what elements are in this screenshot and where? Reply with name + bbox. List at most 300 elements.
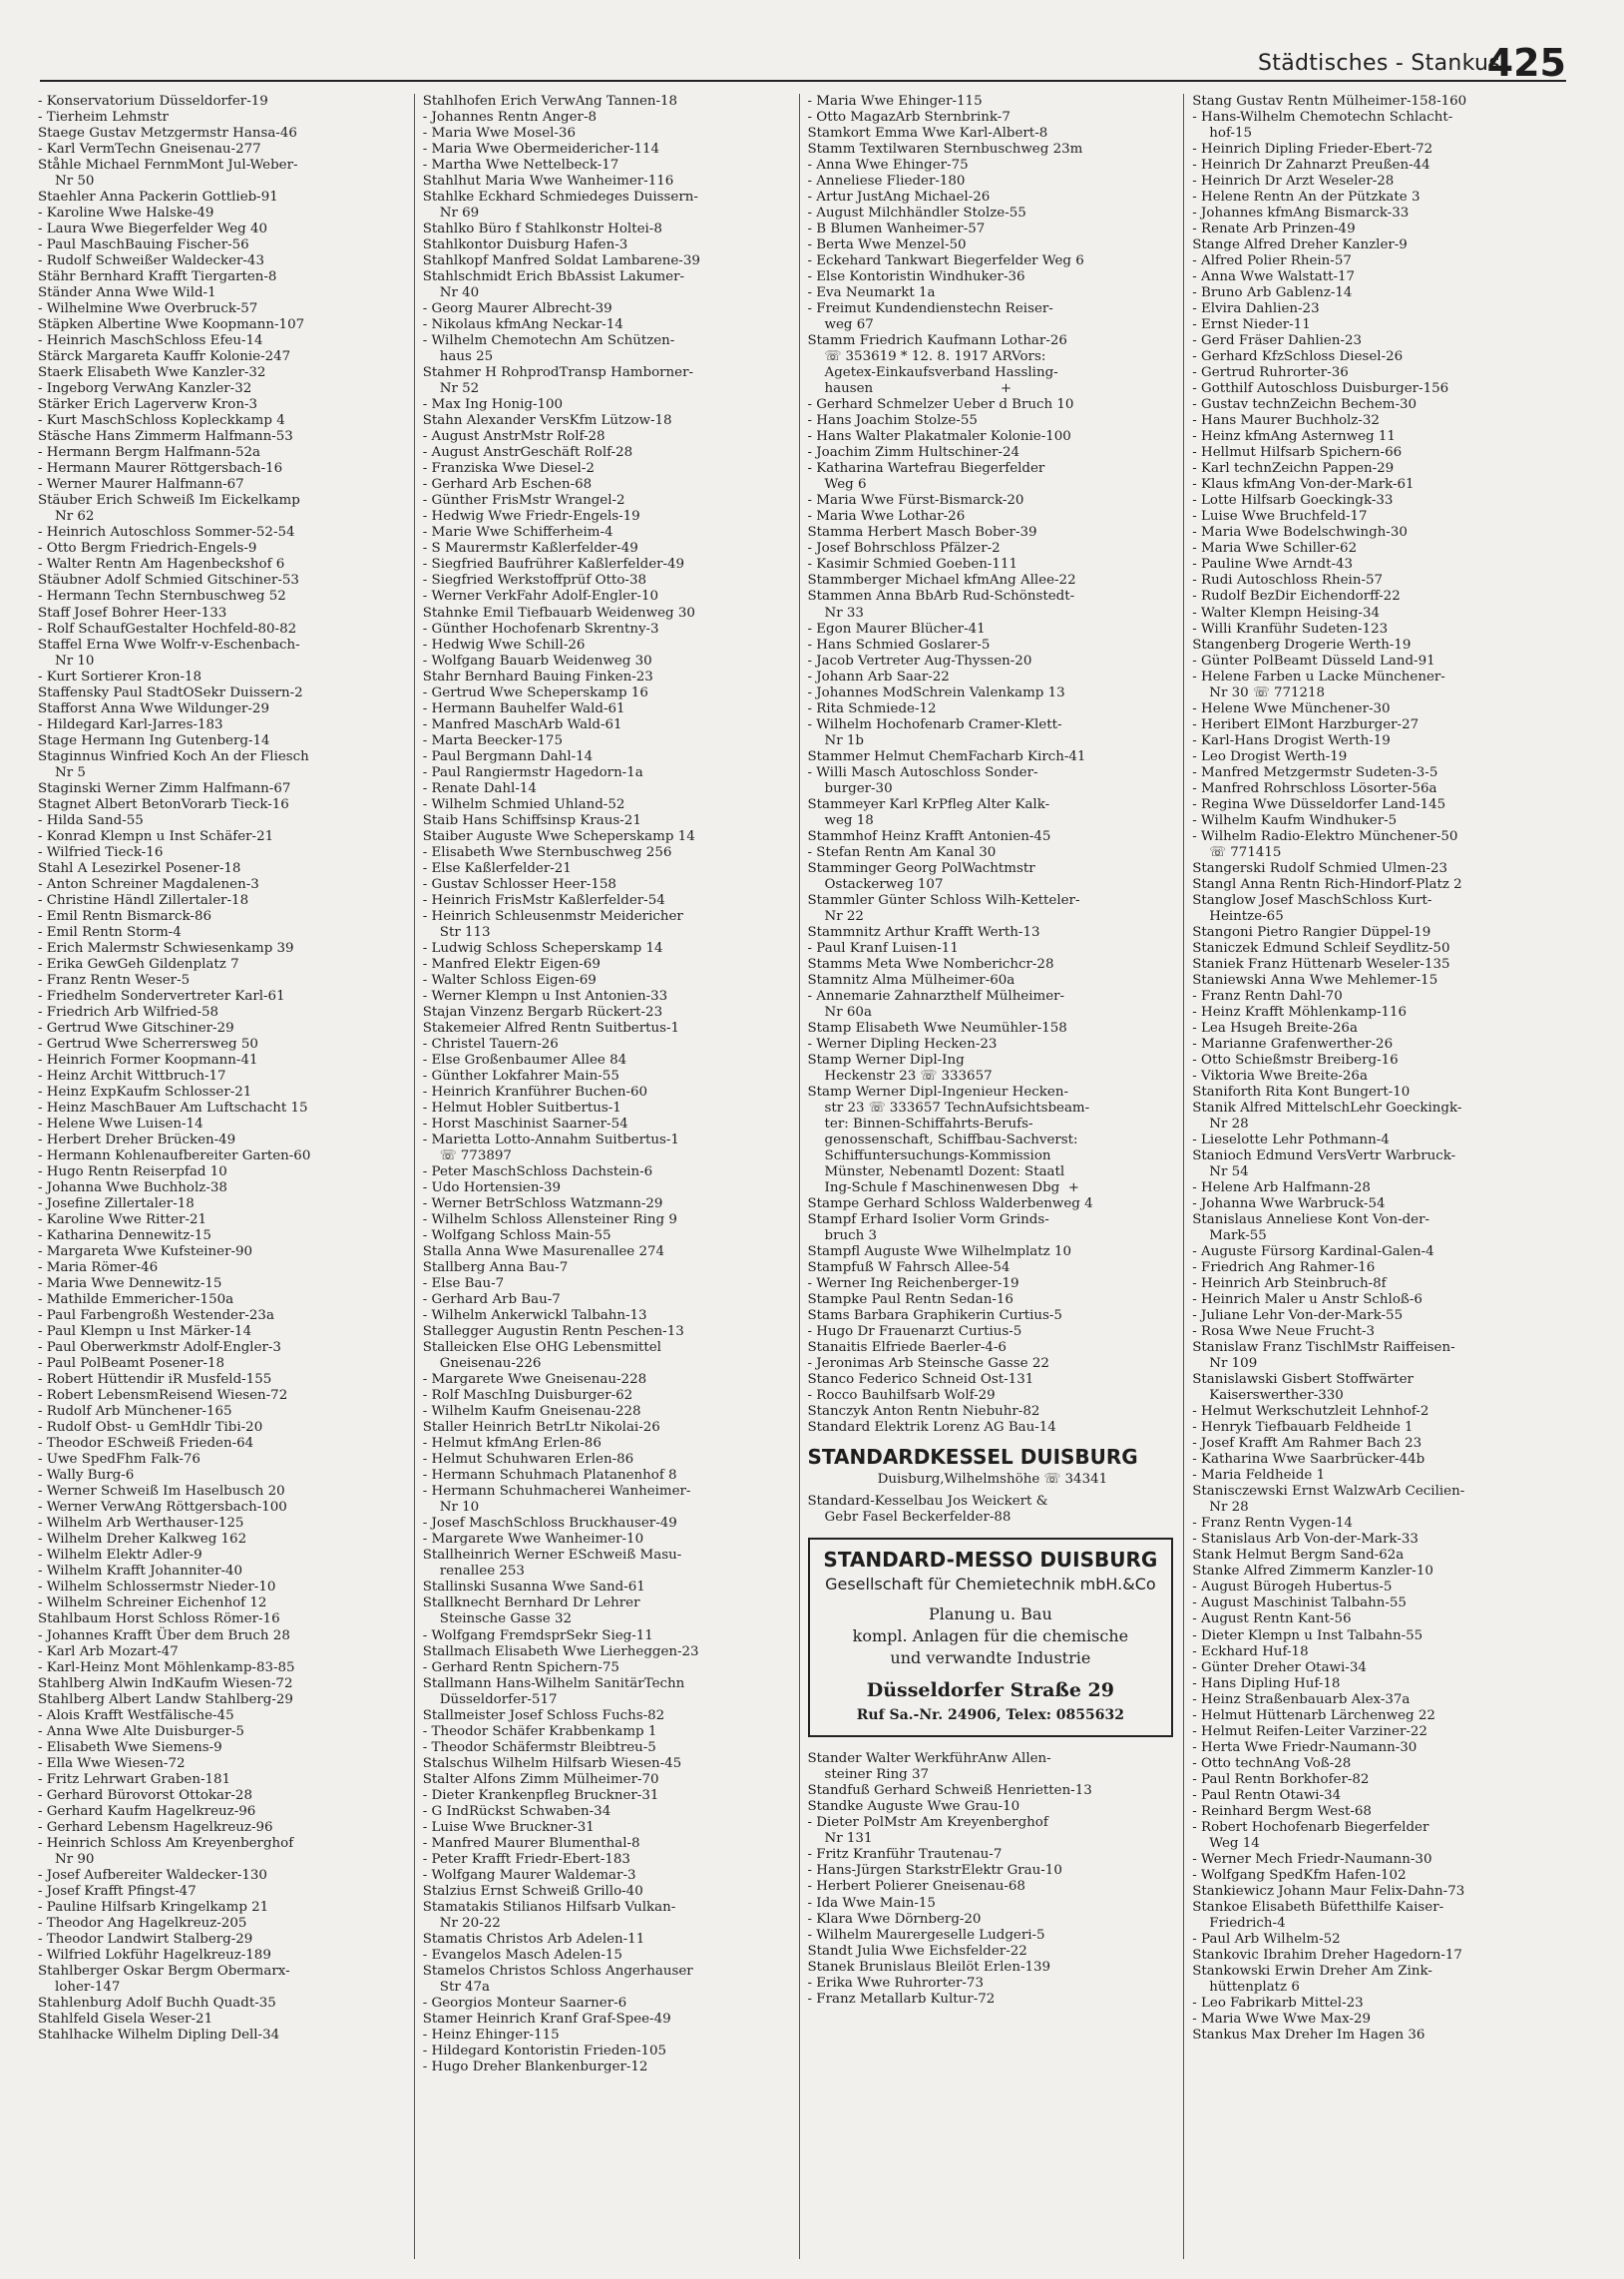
directory-entry: - Gerhard Kaufm Hagelkreuz-96 (38, 1803, 256, 1819)
directory-entry: - Anna Wwe Walstatt-17 (1192, 269, 1356, 285)
directory-entry: Gneisenau-226 (422, 1356, 542, 1372)
directory-entry: Stärker Erich Lagerverw Kron-3 (38, 397, 257, 413)
directory-entry: - Paul Arb Wilhelm-52 (1192, 1931, 1341, 1947)
directory-entry: Stafforst Anna Wwe Wildunger-29 (38, 700, 269, 716)
directory-entry: Stahlbaum Horst Schloss Römer-16 (38, 1611, 280, 1627)
directory-entry: - Lotte Hilfsarb Goeckingk-33 (1192, 493, 1394, 509)
directory-entry: Stahlberg Albert Landw Stahlberg-29 (38, 1691, 293, 1707)
directory-entry: Stangl Anna Rentn Rich-Hindorf-Platz 2 (1192, 876, 1462, 892)
directory-entry: - Franz Rentn Dahl-70 (1192, 988, 1343, 1004)
directory-entry: - Helene Farben u Lacke Münchener- (1192, 669, 1445, 684)
directory-entry: - Else Bau-7 (422, 1276, 505, 1292)
directory-entry: - Wilhelm Schmied Uhland-52 (422, 796, 625, 812)
directory-entry: Stamp Elisabeth Wwe Neumühler-158 (807, 1020, 1067, 1036)
directory-entry: genossenschaft, Schiffbau-Sachverst: (807, 1133, 1078, 1148)
directory-entry: - Hugo Rentn Reiserpfad 10 (38, 1164, 227, 1180)
directory-entry: Stankiewicz Johann Maur Felix-Dahn-73 (1192, 1883, 1465, 1899)
directory-entry: - Hans Dipling Huf-18 (1192, 1675, 1341, 1691)
directory-entry: - Hermann Bergm Halfmann-52a (38, 445, 261, 461)
directory-entry: - Günther Hochofenarb Skrentny-3 (422, 621, 659, 637)
directory-entry: - Walter Schloss Eigen-69 (422, 972, 597, 988)
directory-entry: - Helmut Hobler Suitbertus-1 (422, 1100, 621, 1116)
directory-entry: - Wolfgang Maurer Waldemar-3 (422, 1867, 636, 1883)
directory-entry: - Eckehard Tankwart Biegerfelder Weg 6 (807, 253, 1084, 269)
directory-entry: Stampfuß W Fahrsch Allee-54 (807, 1260, 1011, 1276)
directory-entry: - Nikolaus kfmAng Neckar-14 (422, 317, 623, 333)
directory-entry: - Wilhelm Maurergeselle Ludgeri-5 (807, 1927, 1045, 1943)
directory-entry: Nr 50 (38, 174, 95, 190)
directory-entry: - Renate Dahl-14 (422, 780, 537, 796)
directory-entry: - Heribert ElMont Harzburger-27 (1192, 716, 1420, 732)
directory-entry: Nr 10 (38, 653, 95, 669)
directory-entry: Stalschus Wilhelm Hilfsarb Wiesen-45 (422, 1755, 682, 1771)
directory-entry: - Gustav Schlosser Heer-158 (422, 876, 616, 892)
directory-entry: - Helmut Reifen-Leiter Varziner-22 (1192, 1723, 1427, 1739)
directory-entry: - Maria Wwe Wwe Max-29 (1192, 2011, 1372, 2027)
directory-entry: Mark-55 (1192, 1228, 1267, 1244)
directory-entry: Ståhle Michael FernmMont Jul-Weber- (38, 158, 298, 174)
directory-entry: Schiffuntersuchungs-Kommission (807, 1148, 1051, 1164)
directory-entry: - Hans Walter Plakatmaler Kolonie-100 (807, 429, 1071, 445)
directory-entry: Nr 40 (422, 285, 480, 301)
directory-entry: Stamp Werner Dipl-Ingenieur Hecken- (807, 1084, 1068, 1100)
directory-entry: Nr 28 (1192, 1500, 1249, 1516)
directory-entry: - Artur JustAng Michael-26 (807, 190, 991, 206)
directory-entry: - Hermann Maurer Röttgersbach-16 (38, 461, 283, 477)
directory-entry: - Friedhelm Sondervertreter Karl-61 (38, 988, 285, 1004)
directory-entry: Stage Hermann Ing Gutenberg-14 (38, 732, 270, 748)
directory-entry: - Helmut Werkschutzleit Lehnhof-2 (1192, 1404, 1429, 1420)
directory-entry: - Helene Arb Halfmann-28 (1192, 1180, 1371, 1196)
directory-entry: - Johannes Krafft Über dem Bruch 28 (38, 1627, 290, 1643)
directory-entry: Ständer Anna Wwe Wild-1 (38, 285, 216, 301)
directory-entry: Heintze-65 (1192, 908, 1284, 924)
directory-entry: - Walter Klempn Heising-34 (1192, 605, 1381, 621)
directory-entry: - Friedrich Ang Rahmer-16 (1192, 1260, 1376, 1276)
directory-entry: - Stanislaus Arb Von-der-Mark-33 (1192, 1532, 1419, 1548)
directory-entry: - Gerhard Schmelzer Ueber d Bruch 10 (807, 397, 1074, 413)
directory-entry: - Karl VermTechn Gneisenau-277 (38, 142, 261, 158)
directory-entry: - Heinrich FrisMstr Kaßlerfelder-54 (422, 892, 665, 908)
directory-entry: - Otto technAng Voß-28 (1192, 1755, 1352, 1771)
directory-entry: Nr 10 (422, 1500, 480, 1516)
directory-entry: Staniczek Edmund Schleif Seydlitz-50 (1192, 940, 1450, 956)
directory-entry: - Maria Wwe Obermeidericher-114 (422, 142, 660, 158)
directory-entry: - Werner Ing Reichenberger-19 (807, 1276, 1019, 1292)
directory-entry: Nr 28 (1192, 1117, 1249, 1132)
header-title: Städtisches - Stankus (1258, 51, 1500, 76)
directory-entry: Nr 60a (807, 1004, 872, 1020)
kessel-ad-line: Gebr Fasel Beckerfelder-88 (807, 1510, 1012, 1526)
directory-entry: Stankowski Erwin Dreher Am Zink- (1192, 1963, 1432, 1979)
directory-entry: - Elvira Dahlien-23 (1192, 301, 1320, 317)
directory-entry: - Heinz Straßenbauarb Alex-37a (1192, 1691, 1411, 1707)
directory-entry: - Else Kaßlerfelder-21 (422, 860, 572, 876)
directory-entry: - Rolf MaschIng Duisburger-62 (422, 1388, 633, 1404)
directory-entry: - Heinrich MaschSchloss Efeu-14 (38, 333, 263, 349)
directory-entry: - Dieter PolMstr Am Kreyenberghof (807, 1815, 1048, 1831)
directory-entry: - Wilhelm Kaufm Gneisenau-228 (422, 1404, 641, 1420)
directory-entry: - Paul PolBeamt Posener-18 (38, 1356, 225, 1372)
directory-entry: - Hedwig Wwe Schill-26 (422, 637, 586, 653)
directory-entry: burger-30 (807, 780, 893, 796)
directory-entry: - Siegfried Werkstoffprüf Otto-38 (422, 573, 646, 589)
directory-entry: - Tierheim Lehmstr (38, 110, 169, 126)
directory-entry: - Wilhelm Arb Werthauser-125 (38, 1516, 244, 1532)
directory-entry: - Mathilde Emmericher-150a (38, 1292, 234, 1308)
directory-entry: - Wolfgang FremdsprSekr Sieg-11 (422, 1627, 653, 1643)
directory-entry: Stammen Anna BbArb Rud-Schönstedt- (807, 589, 1075, 605)
directory-entry: - Joachim Zimm Hultschiner-24 (807, 445, 1020, 461)
directory-entry: - Josef Krafft Am Rahmer Bach 23 (1192, 1436, 1422, 1452)
directory-entry: - Robert Hüttendir iR Musfeld-155 (38, 1372, 272, 1388)
directory-entry: Stampfl Auguste Wwe Wilhelmplatz 10 (807, 1244, 1072, 1260)
directory-entry: - Helmut Hüttenarb Lärchenweg 22 (1192, 1707, 1435, 1723)
directory-entry: - Helmut Schuhwaren Erlen-86 (422, 1452, 634, 1468)
directory-entry: - Karoline Wwe Ritter-21 (38, 1212, 207, 1228)
directory-entry: - Otto MagazArb Sternbrink-7 (807, 110, 1011, 126)
directory-entry: Stahnke Emil Tiefbauarb Weidenweg 30 (422, 605, 695, 621)
directory-entry: - Josef Bohrschloss Pfälzer-2 (807, 541, 1001, 557)
directory-entry: - Wolfgang Bauarb Weidenweg 30 (422, 653, 652, 669)
directory-entry: Stamms Meta Wwe Nomberichcr-28 (807, 956, 1054, 972)
directory-entry: Stanke Alfred Zimmerm Kanzler-10 (1192, 1564, 1433, 1580)
directory-entry: Staginnus Winfried Koch An der Fliesch (38, 748, 309, 764)
directory-entry: - Heinrich Dipling Frieder-Ebert-72 (1192, 142, 1433, 158)
directory-entry: - Werner Mech Friedr-Naumann-30 (1192, 1851, 1432, 1867)
directory-entry: - Helene Rentn An der Pützkate 3 (1192, 190, 1421, 206)
directory-entry: loher-147 (38, 1979, 121, 1995)
directory-entry: - Peter Krafft Friedr-Ebert-183 (422, 1851, 630, 1867)
directory-entry: Stahlberg Alwin IndKaufm Wiesen-72 (38, 1675, 293, 1691)
directory-entry: - Hans Schmied Goslarer-5 (807, 637, 991, 653)
directory-entry: - Johannes ModSchrein Valenkamp 13 (807, 684, 1065, 700)
directory-entry: - Johannes kfmAng Bismarck-33 (1192, 206, 1410, 222)
directory-entry: - Horst Maschinist Saarner-54 (422, 1117, 628, 1132)
directory-entry: - B Blumen Wanheimer-57 (807, 222, 986, 237)
directory-entry: - Hermann Schuhmach Platanenhof 8 (422, 1468, 677, 1484)
directory-entry: - Gotthilf Autoschloss Duisburger-156 (1192, 381, 1449, 397)
directory-entry: - Wilhelmine Wwe Overbruck-57 (38, 301, 258, 317)
directory-entry: hausen + (807, 381, 1013, 397)
directory-entry: - Ernst Nieder-11 (1192, 317, 1311, 333)
directory-entry: steiner Ring 37 (807, 1767, 930, 1783)
directory-entry: - Hellmut Hilfsarb Spichern-66 (1192, 445, 1403, 461)
directory-entry: Stanglow Josef MaschSchloss Kurt- (1192, 892, 1432, 908)
directory-entry: Stäubner Adolf Schmied Gitschiner-53 (38, 573, 299, 589)
directory-entry: Stamnitz Alma Mülheimer-60a (807, 972, 1015, 988)
directory-entry: Stalter Alfons Zimm Mülheimer-70 (422, 1771, 659, 1787)
directory-entry: - Hermann Bauhelfer Wald-61 (422, 700, 625, 716)
directory-entry: - Robert LebensmReisend Wiesen-72 (38, 1388, 288, 1404)
directory-entry: Stahl A Lesezirkel Posener-18 (38, 860, 241, 876)
directory-entry: - Ludwig Schloss Scheperskamp 14 (422, 940, 663, 956)
column-3 (799, 94, 1184, 2259)
column-3-entries-bottom (808, 1751, 1178, 2007)
directory-entry: Kaiserswerther-330 (1192, 1388, 1344, 1404)
directory-entry: Friedrich-4 (1192, 1915, 1286, 1931)
directory-entry: Stahn Alexander VersKfm Lützow-18 (422, 413, 672, 429)
directory-entry: Staiber Auguste Wwe Scheperskamp 14 (422, 828, 695, 844)
directory-entry: - Gerhard Lebensm Hagelkreuz-96 (38, 1819, 273, 1835)
directory-entry: - Gertrud Wwe Scheperskamp 16 (422, 684, 648, 700)
directory-entry: Stanislaw Franz TischlMstr Raiffeisen- (1192, 1340, 1455, 1356)
directory-entry: Stärck Margareta Kauffr Kolonie-247 (38, 349, 291, 365)
directory-entry: - Willi Masch Autoschloss Sonder- (807, 764, 1038, 780)
directory-entry: - Elisabeth Wwe Sternbuschweg 256 (422, 844, 672, 860)
directory-entry: - Friedrich Arb Wilfried-58 (38, 1004, 219, 1020)
directory-entry: - Wilfried Tieck-16 (38, 844, 164, 860)
directory-entry: Stanioch Edmund VersVertr Warbruck- (1192, 1148, 1456, 1164)
directory-entry: - Hugo Dreher Blankenburger-12 (422, 2058, 648, 2074)
directory-entry: - Anneliese Flieder-180 (807, 174, 966, 190)
directory-entry: - Dieter Klempn u Inst Talbahn-55 (1192, 1627, 1423, 1643)
directory-entry: Staniewski Anna Wwe Mehlemer-15 (1192, 972, 1438, 988)
directory-entry: Stanczyk Anton Rentn Niebuhr-82 (807, 1404, 1040, 1420)
directory-entry: Stahlschmidt Erich BbAssist Lakumer- (422, 269, 684, 285)
directory-entry: Stander Walter WerkführAnw Allen- (807, 1751, 1051, 1767)
directory-entry: Stallmann Hans-Wilhelm SanitärTechn (422, 1675, 685, 1691)
directory-entry: - Karl-Heinz Mont Möhlenkamp-83-85 (38, 1659, 295, 1675)
directory-entry: Stakemeier Alfred Rentn Suitbertus-1 (422, 1020, 680, 1036)
column-3-entries-top (808, 94, 1178, 1436)
directory-entry: - Gertrud Wwe Scherrersweg 50 (38, 1036, 258, 1052)
directory-entry: - Paul MaschBauing Fischer-56 (38, 237, 249, 253)
directory-entry: renallee 253 (422, 1564, 525, 1580)
directory-entry: - Werner Klempn u Inst Antonien-33 (422, 988, 668, 1004)
directory-entry: - Hans-Jürgen StarkstrElektr Grau-10 (807, 1863, 1062, 1879)
directory-entry: Stanik Alfred MittelschLehr Goeckingk- (1192, 1100, 1462, 1116)
directory-entry: Stamatakis Stilianos Hilfsarb Vulkan- (422, 1899, 676, 1915)
directory-entry: - Maria Wwe Lothar-26 (807, 509, 966, 525)
directory-entry: - Hermann Techn Sternbuschweg 52 (38, 589, 286, 605)
directory-entry: - Heinz Ehinger-115 (422, 2027, 560, 2043)
directory-entry: - S Maurermstr Kaßlerfelder-49 (422, 541, 638, 557)
directory-entry: Nr 109 (1192, 1356, 1258, 1372)
directory-entry: Nr 20-22 (422, 1915, 501, 1931)
directory-entry: - Manfred Metzgermstr Sudeten-3-5 (1192, 764, 1438, 780)
directory-entry: Stallheinrich Werner ESchweiß Masu- (422, 1548, 682, 1564)
directory-entry: - Karl Arb Mozart-47 (38, 1643, 179, 1659)
directory-entry: - Henryk Tiefbauarb Feldheide 1 (1192, 1420, 1414, 1436)
directory-entry: - August Bürogeh Hubertus-5 (1192, 1580, 1393, 1595)
directory-entry: - Johannes Rentn Anger-8 (422, 110, 597, 126)
directory-entry: Steinsche Gasse 32 (422, 1611, 572, 1627)
directory-entry: - Egon Maurer Blücher-41 (807, 621, 986, 637)
directory-entry: - Wilhelm Schloss Allensteiner Ring 9 (422, 1212, 677, 1228)
directory-entry: Stanislaus Anneliese Kont Von-der- (1192, 1212, 1430, 1228)
directory-entry: Stähr Bernhard Krafft Tiergarten-8 (38, 269, 277, 285)
directory-entry: Staniek Franz Hüttenarb Weseler-135 (1192, 956, 1450, 972)
directory-entry: Stangerski Rudolf Schmied Ulmen-23 (1192, 860, 1448, 876)
directory-entry: - Wilhelm Krafft Johanniter-40 (38, 1564, 243, 1580)
directory-entry: Stamp Werner Dipl-Ing (807, 1052, 965, 1068)
messo-ad-street: Düsseldorfer Straße 29 (866, 1679, 1114, 1702)
directory-entry: Stalla Anna Wwe Masurenallee 274 (422, 1244, 665, 1260)
directory-entry: - Paul Rentn Otawi-34 (1192, 1787, 1342, 1803)
directory-entry: Stajan Vinzenz Bergarb Rückert-23 (422, 1004, 663, 1020)
directory-entry: Stamminger Georg PolWachtmstr (807, 860, 1035, 876)
directory-entry: - Heinrich Schleusenmstr Meidericher (422, 908, 683, 924)
directory-entry: - Reinhard Bergm West-68 (1192, 1803, 1372, 1819)
directory-entry: - Otto Schießmstr Breiberg-16 (1192, 1052, 1399, 1068)
directory-entry: Stahlenburg Adolf Buchh Quadt-35 (38, 1995, 276, 2011)
directory-entry: Nr 30 ☏ 771218 (1192, 684, 1326, 700)
directory-entry: Nr 90 (38, 1851, 95, 1867)
directory-entry: - Leo Drogist Werth-19 (1192, 748, 1348, 764)
directory-entry: - Fritz Kranführ Trautenau-7 (807, 1847, 1003, 1863)
directory-entry: Stalleicken Else OHG Lebensmittel (422, 1340, 661, 1356)
directory-entry: - Heinz MaschBauer Am Luftschacht 15 (38, 1100, 308, 1116)
directory-entry: - Anton Schreiner Magdalenen-3 (38, 876, 259, 892)
directory-entry: hüttenplatz 6 (1192, 1979, 1300, 1995)
directory-entry: - Heinrich Arb Steinbruch-8f (1192, 1276, 1387, 1292)
directory-entry: - Annemarie Zahnarzthelf Mülheimer- (807, 988, 1065, 1004)
directory-entry: - Klaus kfmAng Von-der-Mark-61 (1192, 477, 1415, 493)
directory-entry: - Max Ing Honig-100 (422, 397, 564, 413)
directory-entry: Stamkort Emma Wwe Karl-Albert-8 (807, 126, 1048, 142)
directory-entry: - Josef MaschSchloss Bruckhauser-49 (422, 1516, 677, 1532)
directory-entry: Stank Helmut Bergm Sand-62a (1192, 1548, 1405, 1564)
directory-entry: str 23 ☏ 333657 TechnAufsichtsbeam- (807, 1100, 1090, 1116)
directory-entry: - Manfred Maurer Blumenthal-8 (422, 1835, 640, 1851)
directory-entry: - Berta Wwe Menzel-50 (807, 237, 967, 253)
directory-entry: - Wilhelm Elektr Adler-9 (38, 1548, 203, 1564)
directory-entry: - Alois Krafft Westfälische-45 (38, 1707, 234, 1723)
kessel-ad-title: STANDARDKESSEL DUISBURG (807, 1445, 1138, 1470)
directory-entry: - Georg Maurer Albrecht-39 (422, 301, 612, 317)
directory-entry: Stagnet Albert BetonVorarb Tieck-16 (38, 796, 289, 812)
directory-entry: - August Rentn Kant-56 (1192, 1611, 1352, 1627)
directory-entry: - Wilhelm Ankerwickl Talbahn-13 (422, 1308, 647, 1324)
directory-entry: - Hildegard Karl-Jarres-183 (38, 716, 223, 732)
directory-entry: Stallegger Augustin Rentn Peschen-13 (422, 1324, 684, 1340)
directory-entry: - Marta Beecker-175 (422, 732, 563, 748)
messo-ad-contact: Ruf Sa.-Nr. 24906, Telex: 0855632 (856, 1707, 1124, 1724)
directory-entry: Nr 54 (1192, 1164, 1249, 1180)
directory-entry: - Gertrud Ruhrorter-36 (1192, 365, 1349, 381)
directory-entry: - Franz Metallarb Kultur-72 (807, 1991, 996, 2007)
directory-entry: - Manfred Elektr Eigen-69 (422, 956, 601, 972)
directory-entry: - Karl technZeichn Pappen-29 (1192, 461, 1395, 477)
directory-entry: Stanaitis Elfriede Baerler-4-6 (807, 1340, 1007, 1356)
directory-entry: - Gerd Fräser Dahlien-23 (1192, 333, 1363, 349)
directory-entry: - Paul Kranf Luisen-11 (807, 940, 959, 956)
directory-entry: - Rudolf Obst- u GemHdlr Tibi-20 (38, 1420, 263, 1436)
directory-entry: - Hermann Schuhmacherei Wanheimer- (422, 1484, 691, 1500)
directory-entry: Stäpken Albertine Wwe Koopmann-107 (38, 317, 305, 333)
directory-entry: - Viktoria Wwe Breite-26a (1192, 1068, 1368, 1084)
directory-entry: - Margarete Wwe Wanheimer-10 (422, 1532, 644, 1548)
directory-entry: Stammnitz Arthur Krafft Werth-13 (807, 924, 1040, 940)
directory-entry: - Hans-Wilhelm Chemotechn Schlacht- (1192, 110, 1453, 126)
directory-entry: - Heinrich Schloss Am Kreyenberghof (38, 1835, 294, 1851)
directory-entry: - Helene Wwe Münchener-30 (1192, 700, 1391, 716)
directory-entry: - Walter Rentn Am Hagenbeckshof 6 (38, 557, 285, 573)
directory-entry: Staginski Werner Zimm Halfmann-67 (38, 780, 291, 796)
page-number: 425 (1486, 41, 1566, 85)
directory-entry: - Emil Rentn Storm-4 (38, 924, 182, 940)
directory-entry: - Wilhelm Chemotechn Am Schützen- (422, 333, 675, 349)
directory-entry: - Manfred Rohrschloss Lösorter-56a (1192, 780, 1437, 796)
directory-entry: - Ida Wwe Main-15 (807, 1895, 936, 1911)
directory-entry: - Maria Wwe Bodelschwingh-30 (1192, 525, 1408, 541)
directory-columns (38, 94, 1568, 2259)
directory-entry: Stammer Helmut ChemFacharb Kirch-41 (807, 748, 1086, 764)
directory-entry: Stampf Erhard Isolier Vorm Grinds- (807, 1212, 1049, 1228)
directory-entry: - Werner VerwAng Röttgersbach-100 (38, 1500, 287, 1516)
standardkessel-ad (808, 1442, 1178, 1526)
directory-entry: Nr 22 (807, 908, 864, 924)
directory-entry: - Paul Bergmann Dahl-14 (422, 748, 594, 764)
directory-entry: Stamm Textilwaren Sternbuschweg 23m (807, 142, 1083, 158)
directory-entry: - Alfred Polier Rhein-57 (1192, 253, 1352, 269)
directory-entry: - Johanna Wwe Buchholz-38 (38, 1180, 227, 1196)
directory-entry: Münster, Nebenamtl Dozent: Staatl (807, 1164, 1065, 1180)
directory-entry: - Klara Wwe Dörnberg-20 (807, 1911, 982, 1927)
directory-entry: Ing-Schule f Maschinenwesen Dbg + (807, 1180, 1079, 1196)
directory-entry: - Hermann Kohlenaufbereiter Garten-60 (38, 1148, 311, 1164)
directory-entry: weg 67 (807, 317, 874, 333)
directory-entry: Heckenstr 23 ☏ 333657 (807, 1068, 993, 1084)
directory-entry: - Werner VerkFahr Adolf-Engler-10 (422, 589, 658, 605)
directory-entry: - Wilhelm Radio-Elektro Münchener-50 (1192, 828, 1458, 844)
directory-entry: Düsseldorfer-517 (422, 1691, 558, 1707)
directory-entry: Standt Julia Wwe Eichsfelder-22 (807, 1943, 1027, 1959)
directory-entry: - Johann Arb Saar-22 (807, 669, 950, 684)
directory-entry: - Maria Wwe Ehinger-115 (807, 94, 983, 109)
directory-entry: - Regina Wwe Düsseldorfer Land-145 (1192, 796, 1446, 812)
directory-entry: - Pauline Wwe Arndt-43 (1192, 557, 1354, 573)
directory-entry: - Konservatorium Düsseldorfer-19 (38, 94, 268, 109)
directory-entry: Stanislawski Gisbert Stoffwärter (1192, 1372, 1414, 1388)
directory-entry: Stahr Bernhard Bauing Finken-23 (422, 669, 653, 684)
directory-entry: - Maria Wwe Schiller-62 (1192, 541, 1358, 557)
messo-ad-subtitle: Gesellschaft für Chemietechnik mbH.&Co (825, 1575, 1156, 1595)
directory-entry: - Herbert Polierer Gneisenau-68 (807, 1879, 1025, 1895)
directory-entry: - Gerhard Arb Bau-7 (422, 1292, 561, 1308)
directory-entry: - Werner Schweiß Im Haselbusch 20 (38, 1484, 285, 1500)
directory-entry: - Siegfried Baufrührer Kaßlerfelder-49 (422, 557, 685, 573)
directory-entry: Stamelos Christos Schloss Angerhauser (422, 1963, 693, 1979)
directory-entry: - Stefan Rentn Am Kanal 30 (807, 844, 997, 860)
directory-entry: - Helmut kfmAng Erlen-86 (422, 1436, 602, 1452)
directory-entry: - Peter MaschSchloss Dachstein-6 (422, 1164, 653, 1180)
directory-entry: - Karl-Hans Drogist Werth-19 (1192, 732, 1391, 748)
directory-entry: Str 47a (422, 1979, 491, 1995)
directory-entry: - Erich Malermstr Schwiesenkamp 39 (38, 940, 294, 956)
directory-entry: - Günter Dreher Otawi-34 (1192, 1659, 1367, 1675)
directory-entry: - Rudolf Arb Münchener-165 (38, 1404, 232, 1420)
directory-entry: - Leo Fabrikarb Mittel-23 (1192, 1995, 1364, 2011)
directory-entry: Stampke Paul Rentn Sedan-16 (807, 1292, 1014, 1308)
directory-entry: - Gerhard Rentn Spichern-75 (422, 1659, 619, 1675)
directory-entry: - Heinz ExpKaufm Schlosser-21 (38, 1084, 252, 1100)
directory-entry: - Hilda Sand-55 (38, 812, 144, 828)
directory-entry: Staib Hans Schiffsinsp Kraus-21 (422, 812, 641, 828)
directory-entry: - Katharina Wwe Saarbrücker-44b (1192, 1452, 1425, 1468)
directory-entry: - August Maschinist Talbahn-55 (1192, 1595, 1407, 1611)
directory-entry: - Maria Wwe Mosel-36 (422, 126, 576, 142)
directory-entry: - Auguste Fürsorg Kardinal-Galen-4 (1192, 1244, 1434, 1260)
directory-entry: Stankoe Elisabeth Büfetthilfe Kaiser- (1192, 1899, 1444, 1915)
directory-entry: - Gerhard Arb Eschen-68 (422, 477, 593, 493)
directory-entry: - Gustav technZeichn Bechem-30 (1192, 397, 1418, 413)
directory-entry: Stanek Brunislaus Bleilöt Erlen-139 (807, 1959, 1051, 1975)
directory-entry: - Luise Wwe Bruckner-31 (422, 1819, 595, 1835)
directory-entry: - Hans Maurer Buchholz-32 (1192, 413, 1380, 429)
directory-entry: - Rocco Bauhilfsarb Wolf-29 (807, 1388, 996, 1404)
